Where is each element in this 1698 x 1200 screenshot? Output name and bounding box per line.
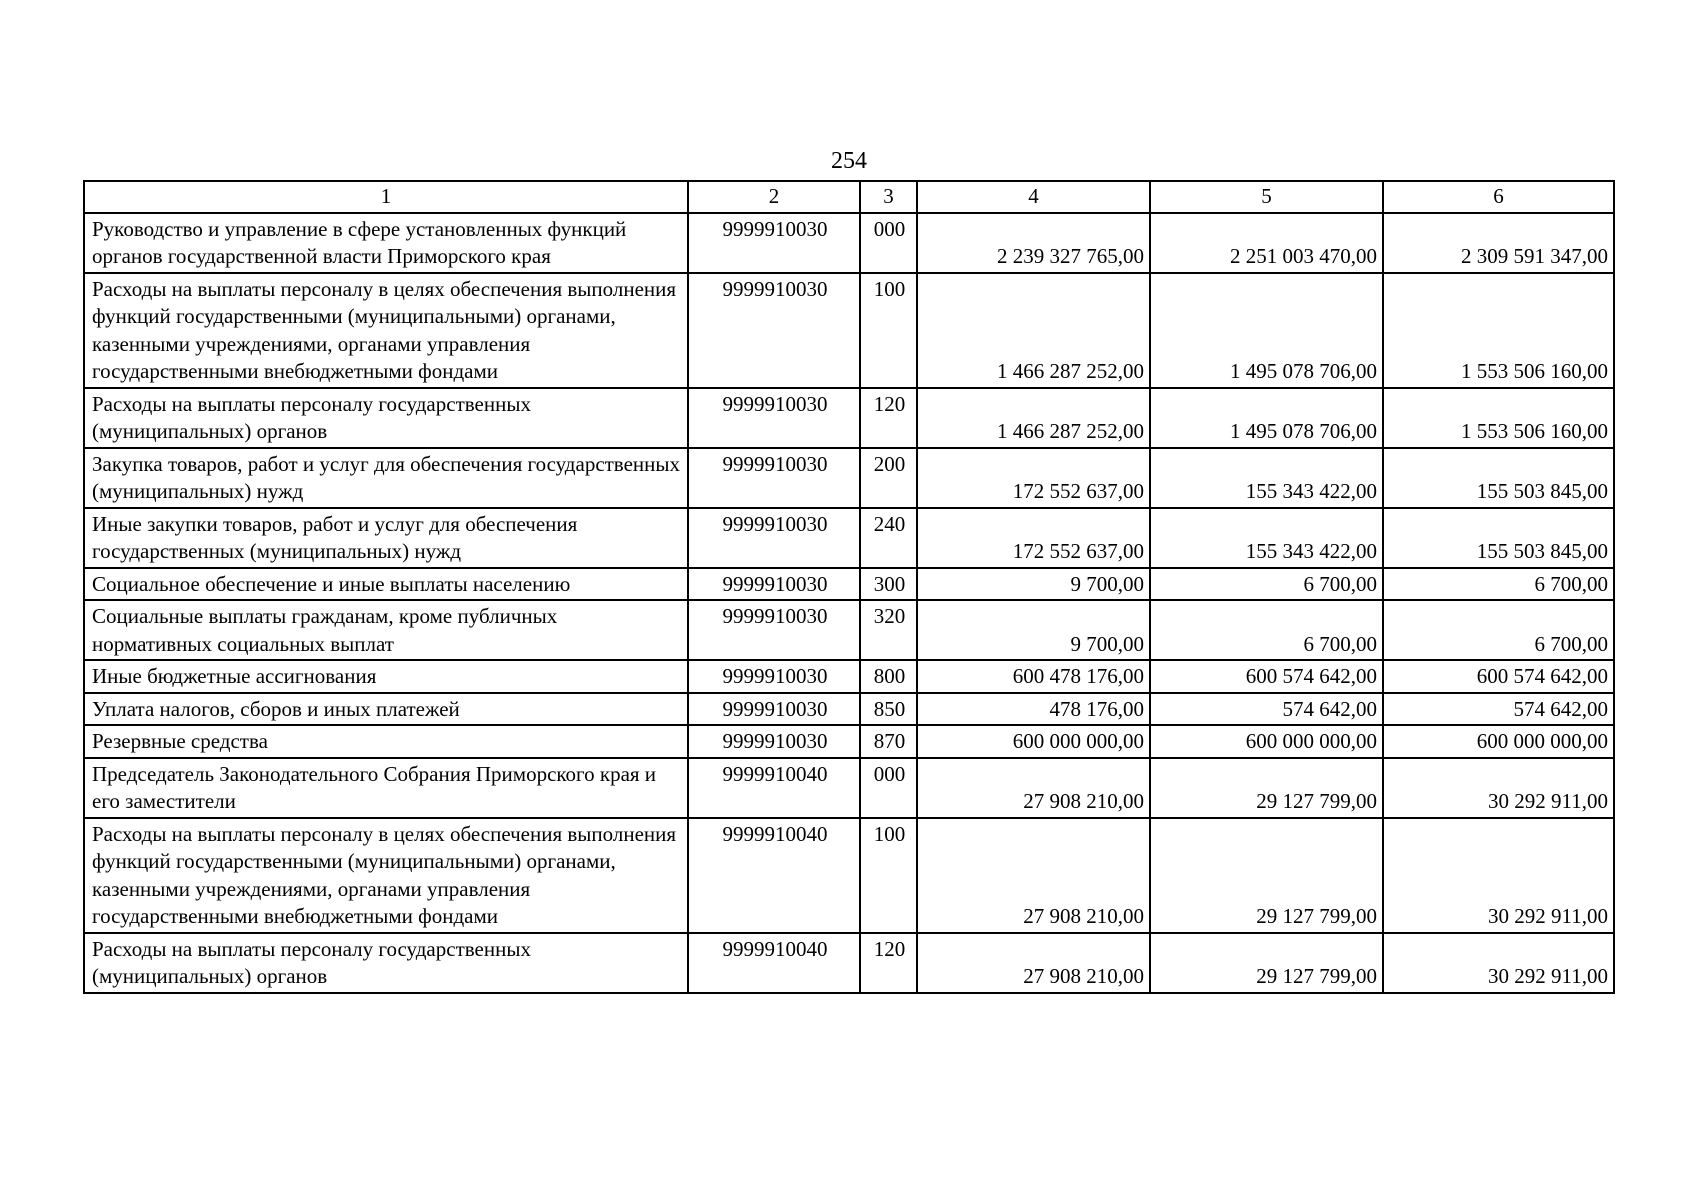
budget-table — [83, 180, 1615, 994]
row-value-cell-5: 600 574 642,00 — [1150, 660, 1383, 693]
header-col-1: 1 — [84, 181, 688, 213]
row-value-cell-6: 155 503 845,00 — [1383, 508, 1614, 568]
row-value-cell-4: 172 552 637,00 — [917, 448, 1150, 508]
row-name-cell: Иные бюджетные ассигнования — [84, 660, 688, 693]
row-code-cell: 9999910030 — [688, 725, 860, 758]
table-row — [84, 213, 1614, 273]
header-col-5: 5 — [1150, 181, 1383, 213]
row-type-cell: 100 — [860, 273, 917, 388]
row-value-cell-6: 600 000 000,00 — [1383, 725, 1614, 758]
row-value-cell-6: 6 700,00 — [1383, 600, 1614, 660]
row-value-cell-4: 2 239 327 765,00 — [917, 213, 1150, 273]
row-code-cell: 9999910030 — [688, 693, 860, 726]
row-value-cell-5: 29 127 799,00 — [1150, 933, 1383, 993]
row-value-cell-6: 6 700,00 — [1383, 568, 1614, 601]
table-row — [84, 693, 1614, 726]
row-value-cell-4: 600 000 000,00 — [917, 725, 1150, 758]
row-code-cell: 9999910030 — [688, 273, 860, 388]
header-row — [84, 181, 1614, 213]
row-code-cell: 9999910030 — [688, 388, 860, 448]
header-col-3: 3 — [860, 181, 917, 213]
header-col-4: 4 — [917, 181, 1150, 213]
row-code-cell: 9999910040 — [688, 758, 860, 818]
row-value-cell-4: 27 908 210,00 — [917, 758, 1150, 818]
row-value-cell-6: 600 574 642,00 — [1383, 660, 1614, 693]
row-value-cell-5: 574 642,00 — [1150, 693, 1383, 726]
page-number: 254 — [831, 148, 867, 174]
row-value-cell-4: 1 466 287 252,00 — [917, 388, 1150, 448]
row-name-cell: Социальное обеспечение и иные выплаты населению — [84, 568, 688, 601]
row-code-cell: 9999910040 — [688, 818, 860, 933]
row-value-cell-5: 155 343 422,00 — [1150, 448, 1383, 508]
table-row — [84, 933, 1614, 993]
row-code-cell: 9999910030 — [688, 448, 860, 508]
row-value-cell-6: 2 309 591 347,00 — [1383, 213, 1614, 273]
row-type-cell: 850 — [860, 693, 917, 726]
row-value-cell-6: 155 503 845,00 — [1383, 448, 1614, 508]
row-value-cell-4: 9 700,00 — [917, 600, 1150, 660]
row-value-cell-4: 27 908 210,00 — [917, 818, 1150, 933]
row-value-cell-5: 29 127 799,00 — [1150, 818, 1383, 933]
row-name-cell: Расходы на выплаты персоналу в целях обеспечения выполнения функций государственными (муниципальными) органами, казенными учреждениями, органами управления государственными внебюджетными фондами — [84, 818, 688, 933]
row-type-cell: 120 — [860, 933, 917, 993]
header-col-2: 2 — [688, 181, 860, 213]
table-row — [84, 660, 1614, 693]
row-value-cell-4: 478 176,00 — [917, 693, 1150, 726]
row-name-cell: Социальные выплаты гражданам, кроме публичных нормативных социальных выплат — [84, 600, 688, 660]
row-code-cell: 9999910030 — [688, 660, 860, 693]
row-value-cell-6: 574 642,00 — [1383, 693, 1614, 726]
row-name-cell: Расходы на выплаты персоналу в целях обеспечения выполнения функций государственными (муниципальными) органами, казенными учреждениями, органами управления государственными внебюджетными фондами — [84, 273, 688, 388]
table-row — [84, 818, 1614, 933]
row-value-cell-4: 27 908 210,00 — [917, 933, 1150, 993]
row-code-cell: 9999910030 — [688, 568, 860, 601]
table-body — [84, 213, 1614, 993]
row-name-cell: Расходы на выплаты персоналу государственных (муниципальных) органов — [84, 388, 688, 448]
row-code-cell: 9999910030 — [688, 508, 860, 568]
row-value-cell-5: 155 343 422,00 — [1150, 508, 1383, 568]
row-name-cell: Уплата налогов, сборов и иных платежей — [84, 693, 688, 726]
row-value-cell-6: 1 553 506 160,00 — [1383, 388, 1614, 448]
row-type-cell: 870 — [860, 725, 917, 758]
row-name-cell: Расходы на выплаты персоналу государственных (муниципальных) органов — [84, 933, 688, 993]
row-value-cell-5: 1 495 078 706,00 — [1150, 388, 1383, 448]
table-row — [84, 273, 1614, 388]
row-value-cell-6: 30 292 911,00 — [1383, 818, 1614, 933]
row-value-cell-4: 9 700,00 — [917, 568, 1150, 601]
table-row — [84, 600, 1614, 660]
row-name-cell: Иные закупки товаров, работ и услуг для обеспечения государственных (муниципальных) нужд — [84, 508, 688, 568]
table-row — [84, 508, 1614, 568]
row-code-cell: 9999910030 — [688, 600, 860, 660]
row-value-cell-5: 2 251 003 470,00 — [1150, 213, 1383, 273]
table-row — [84, 725, 1614, 758]
row-value-cell-4: 172 552 637,00 — [917, 508, 1150, 568]
row-type-cell: 240 — [860, 508, 917, 568]
row-type-cell: 320 — [860, 600, 917, 660]
row-type-cell: 000 — [860, 758, 917, 818]
row-value-cell-5: 29 127 799,00 — [1150, 758, 1383, 818]
row-type-cell: 100 — [860, 818, 917, 933]
row-type-cell: 800 — [860, 660, 917, 693]
row-type-cell: 120 — [860, 388, 917, 448]
table-row — [84, 758, 1614, 818]
row-name-cell: Руководство и управление в сфере установленных функций органов государственной власти Приморского края — [84, 213, 688, 273]
row-name-cell: Председатель Законодательного Собрания Приморского края и его заместители — [84, 758, 688, 818]
row-value-cell-6: 1 553 506 160,00 — [1383, 273, 1614, 388]
row-value-cell-5: 1 495 078 706,00 — [1150, 273, 1383, 388]
row-code-cell: 9999910040 — [688, 933, 860, 993]
row-type-cell: 000 — [860, 213, 917, 273]
row-value-cell-4: 1 466 287 252,00 — [917, 273, 1150, 388]
row-type-cell: 200 — [860, 448, 917, 508]
row-value-cell-6: 30 292 911,00 — [1383, 758, 1614, 818]
row-value-cell-5: 6 700,00 — [1150, 600, 1383, 660]
row-value-cell-6: 30 292 911,00 — [1383, 933, 1614, 993]
row-value-cell-5: 6 700,00 — [1150, 568, 1383, 601]
row-name-cell: Закупка товаров, работ и услуг для обеспечения государственных (муниципальных) нужд — [84, 448, 688, 508]
header-col-6: 6 — [1383, 181, 1614, 213]
table-row — [84, 448, 1614, 508]
row-type-cell: 300 — [860, 568, 917, 601]
table-row — [84, 388, 1614, 448]
row-value-cell-5: 600 000 000,00 — [1150, 725, 1383, 758]
row-code-cell: 9999910030 — [688, 213, 860, 273]
row-name-cell: Резервные средства — [84, 725, 688, 758]
row-value-cell-4: 600 478 176,00 — [917, 660, 1150, 693]
table-row — [84, 568, 1614, 601]
